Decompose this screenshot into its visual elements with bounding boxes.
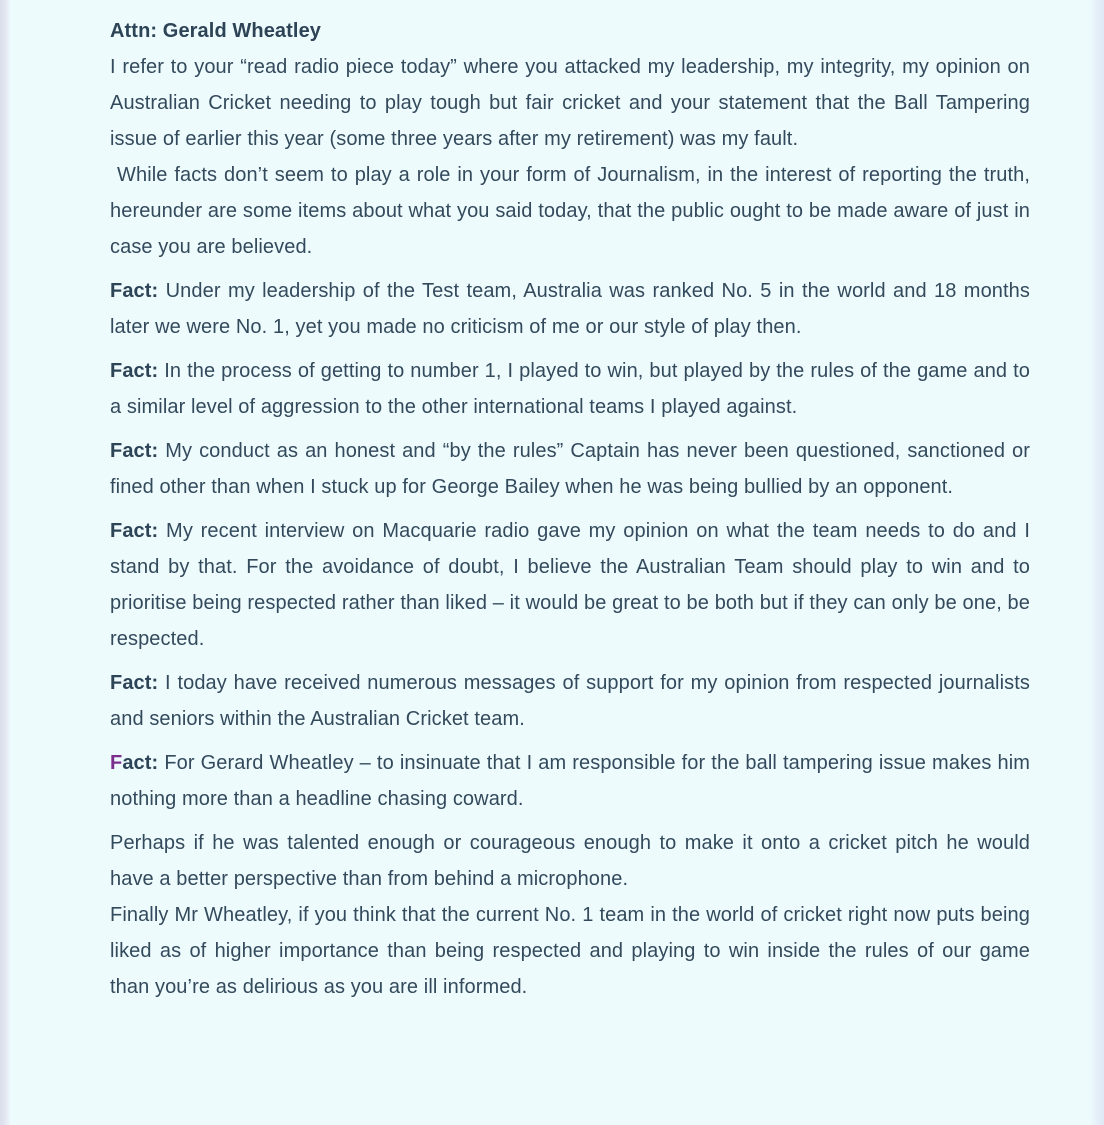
fact-paragraph-5 (110, 665, 1030, 737)
paragraph-text: For Gerard Wheatley – to insinuate that I am responsible for the ball tampering issue makes him nothing more than a headline chasing coward. (110, 752, 1030, 810)
paragraph-text: Finally Mr Wheatley, if you think that the current No. 1 team in the world of cricket right now puts being liked as of higher importance than being respected and playing to win inside the rules of our game than you’re as delirious as you are ill informed. (110, 904, 1030, 998)
fact-paragraph-3 (110, 433, 1030, 505)
paragraph-finally (110, 897, 1030, 1005)
paragraph-text: While facts don’t seem to play a role in your form of Journalism, in the interest of reporting the truth, hereunder are some items about what you said today, that the public ought to be made aware of just in case you are believed. (110, 164, 1030, 258)
letter-heading: Attn: Gerald Wheatley (110, 20, 322, 42)
fact-label-purple-initial: F (110, 752, 123, 774)
paragraph-text: I today have received numerous messages of support for my opinion from respected journalists and seniors within the Australian Cricket team. (110, 672, 1030, 730)
paragraph-text: Under my leadership of the Test team, Australia was ranked No. 5 in the world and 18 months later we were No. 1, yet you made no criticism of me or our style of play then. (110, 280, 1030, 338)
fact-label: Fact: (110, 440, 159, 462)
page-left-edge-shading (0, 0, 11, 1125)
letter-document (110, 13, 1030, 1005)
fact-label: Fact: (110, 520, 159, 542)
fact-paragraph-4 (110, 513, 1030, 657)
paragraph-perhaps (110, 825, 1030, 897)
fact-label: act: (122, 752, 159, 774)
paragraph-text: Perhaps if he was talented enough or courageous enough to make it onto a cricket pitch he would have a better perspective than from behind a microphone. (110, 832, 1030, 890)
paragraph-preamble (110, 157, 1030, 265)
paragraph-text: My conduct as an honest and “by the rules” Captain has never been questioned, sanctioned or fined other than when I stuck up for George Bailey when he was being bullied by an opponent. (110, 440, 1030, 498)
fact-label: Fact: (110, 360, 159, 382)
fact-label: Fact: (110, 280, 159, 302)
fact-paragraph-6 (110, 745, 1030, 817)
paragraph-intro (110, 49, 1030, 157)
paragraph-text: In the process of getting to number 1, I played to win, but played by the rules of the game and to a similar level of aggression to the other international teams I played against. (110, 360, 1030, 418)
page-right-edge-shading (1090, 0, 1104, 1125)
fact-paragraph-2 (110, 353, 1030, 425)
fact-paragraph-1 (110, 273, 1030, 345)
paragraph-text: My recent interview on Macquarie radio gave my opinion on what the team needs to do and I stand by that. For the avoidance of doubt, I believe the Australian Team should play to win and to prioritise being respected rather than liked – it would be great to be both but if they can only be one, be respected. (110, 520, 1030, 650)
fact-label: Fact: (110, 672, 159, 694)
paragraph-text: I refer to your “read radio piece today” where you attacked my leadership, my integrity, my opinion on Australian Cricket needing to play tough but fair cricket and your statement that the Ball Tampering issue of earlier this year (some three years after my retirement) was my fault. (110, 56, 1030, 150)
